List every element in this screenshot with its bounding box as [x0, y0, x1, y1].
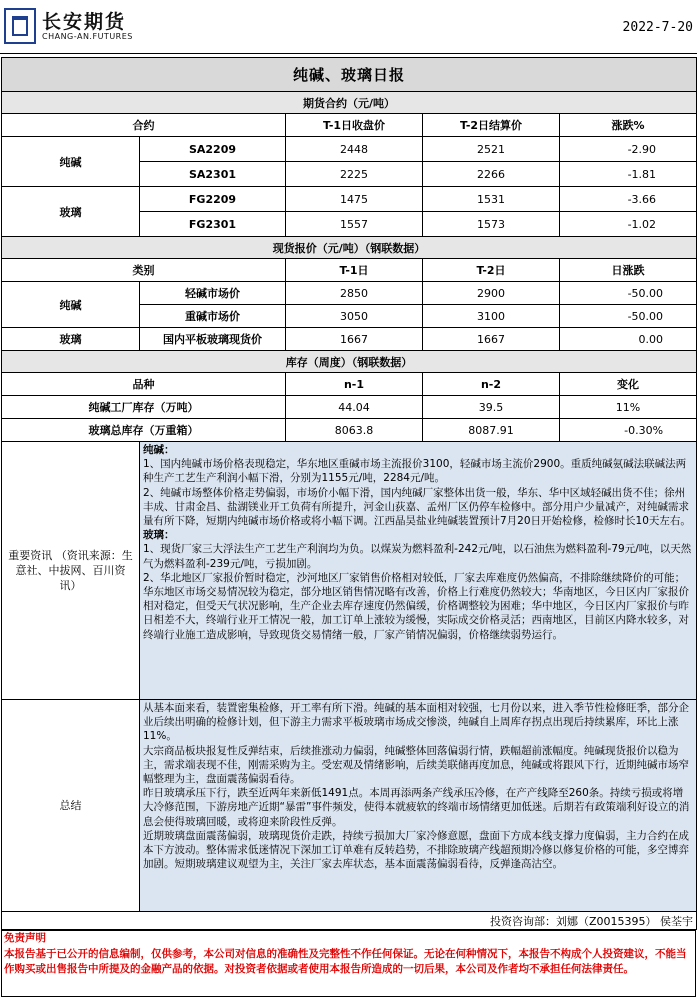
spot-section-title: 现货报价（元/吨）（钢联数据） — [2, 237, 697, 259]
inventory-section-title: 库存（周度）（钢联数据） — [2, 351, 697, 373]
settle-price: 1573 — [423, 212, 560, 237]
report-table — [1, 57, 697, 930]
disclaimer — [1, 930, 696, 997]
spot-change: 0.00 — [560, 328, 697, 351]
close-price: 2448 — [286, 137, 423, 162]
settle-price: 2521 — [423, 137, 560, 162]
summary-paragraph: 从基本面来看，装置密集检修，开工率有所下滑。纯碱的基本面相对较强，七月份以来，进入季节性检修旺季，部分企业后续出明确的检修计划，但下游主力需求平板玻璃市场成交惨淡，纯碱自上周库存拐点出现后持续累库，环比上涨11%。 — [143, 702, 689, 743]
report-body — [1, 57, 696, 930]
inventory-n2: 39.5 — [423, 396, 560, 419]
futures-group-soda: 纯碱 — [2, 137, 140, 187]
inventory-item: 玻璃总库存（万重箱） — [2, 419, 286, 442]
change-pct: -2.90 — [560, 137, 697, 162]
futures-header-change: 涨跌% — [560, 114, 697, 137]
spot-t1: 2850 — [286, 282, 423, 305]
news-glass-paragraph: 1、现货厂家三大浮法生产工艺生产利润均为负。以煤炭为燃料盈利-242元/吨，以石油焦为燃料盈利-79元/吨，以天然气为燃料盈利-239元/吨，亏损加剧。 — [143, 543, 692, 570]
summary-label: 总结 — [2, 700, 140, 912]
contract-name: FG2209 — [140, 187, 286, 212]
company-logo-icon — [4, 8, 36, 44]
inventory-header-n2: n-2 — [423, 373, 560, 396]
futures-section-title: 期货合约（元/吨） — [2, 92, 697, 114]
inventory-change: -0.30% — [560, 419, 697, 442]
spot-item: 国内平板玻璃现货价 — [140, 328, 286, 351]
news-soda-paragraph: 2、纯碱市场整体价格走势偏弱，市场价小幅下滑，国内纯碱厂家整体出货一般，华东、华中区域轻碱出货不佳；徐州丰成、甘肃金昌、盐湖镁业开工负荷有所提升，河金山荻嘉、孟州厂区仍停车检修中。部分用户少量减产，对纯碱需求量有所下降，短期内纯碱市场价格或将小幅下调。江西晶昊盐业纯碱装置预计7月20日开始检修，检修时长10天左右。 — [143, 486, 691, 528]
news-glass-paragraph: 2、华北地区厂家报价暂时稳定，沙河地区厂家销售价格相对较低，厂家去库难度仍然偏高，不排除继续降价的可能；华东地区市场交易情况较为稳定，部分地区销售情况略有改善，价格上行难度仍然较大；华南地区，今日区内厂家报价相对稳定，但受天气状况影响，生产企业去库存速度仍然偏缓，价格调整较为困难；华中地区，今日区内厂家报价与昨日相差不大，终端行业开工情况一般，加工订单上涨较为缓慢，实际成交价格灵活；西南地区，目前区内降水较多，对终端行业施工造成影响，导致现货交易情绪一般，厂家产销情况偏弱，价格继续弱势运行。 — [143, 571, 689, 641]
contract-name: SA2209 — [140, 137, 286, 162]
summary-paragraph: 近期玻璃盘面震荡偏弱，玻璃现货价走跌，持续亏损加大厂家冷修意愿，盘面下方成本线支撑力度偏弱，主力合约在成本下方波动。整体需求低迷情况下深加工订单难有反转趋势，不排除玻璃产线超预期冷修以修复价格的可能，多空博弈加剧。短期玻璃建议观望为主，关注厂家去库状态，基本面震荡偏弱看待，反弹逢高沽空。 — [143, 829, 689, 871]
spot-t2: 1667 — [423, 328, 560, 351]
inventory-n2: 8087.91 — [423, 419, 560, 442]
news-content — [140, 442, 697, 700]
settle-price: 1531 — [423, 187, 560, 212]
report-title: 纯碱、玻璃日报 — [2, 58, 697, 92]
report-header — [0, 0, 697, 54]
close-price: 1475 — [286, 187, 423, 212]
futures-header-close: T-1日收盘价 — [286, 114, 423, 137]
spot-header-t2: T-2日 — [423, 259, 560, 282]
spot-item: 轻碱市场价 — [140, 282, 286, 305]
spot-t1: 3050 — [286, 305, 423, 328]
news-label: 重要资讯 （资讯来源：生意社、中拔网、百川资讯） — [2, 442, 140, 700]
close-price: 1557 — [286, 212, 423, 237]
futures-header-settle: T-2日结算价 — [423, 114, 560, 137]
change-pct: -3.66 — [560, 187, 697, 212]
news-soda-title: 纯碱： — [143, 444, 175, 456]
contract-name: FG2301 — [140, 212, 286, 237]
report-date: 2022-7-20 — [622, 20, 693, 35]
close-price: 2225 — [286, 162, 423, 187]
futures-header-contract: 合约 — [2, 114, 286, 137]
inventory-item: 纯碱工厂库存（万吨） — [2, 396, 286, 419]
spot-t1: 1667 — [286, 328, 423, 351]
inventory-header-change: 变化 — [560, 373, 697, 396]
spot-change: -50.00 — [560, 282, 697, 305]
spot-t2: 3100 — [423, 305, 560, 328]
summary-content — [140, 700, 697, 912]
company-name-en: CHANG-AN.FUTURES — [42, 32, 133, 41]
inventory-n1: 44.04 — [286, 396, 423, 419]
news-glass-title: 玻璃： — [143, 529, 175, 542]
summary-paragraph: 大宗商品板块报复性反弹结束，后续推涨动力偏弱，纯碱整体回落偏弱行情，跌幅超前涨幅度。纯碱现货报价以稳为主，需求端表现不佳，刚需采购为主。受宏观及情绪影响，后续美联储再度加息，纯碱或将跟风下行，近期纯碱市场窄幅整理为主，盘面震荡偏弱看待。 — [143, 744, 689, 786]
disclaimer-text: 本报告基于已公开的信息编制，仅供参考，本公司对信息的准确性及完整性不作任何保证。无论在何种情况下，本报告不构成个人投资建议，不能当作购买或出售报告中所提及的金融产品的依据。对投资者依据或者使用本报告所造成的一切后果，本公司及作者均不承担任何法律责任。 — [4, 947, 687, 975]
inventory-header-item: 品种 — [2, 373, 286, 396]
change-pct: -1.81 — [560, 162, 697, 187]
spot-item: 重碱市场价 — [140, 305, 286, 328]
news-soda-paragraph: 1、国内纯碱市场价格表现稳定，华东地区重碱市场主流报价3100，轻碱市场主流价2900。重质纯碱氨碱法联碱法两种生产工艺生产利润小幅下滑，分别为1155元/吨，2284元/吨。 — [143, 458, 687, 485]
inventory-header-n1: n-1 — [286, 373, 423, 396]
analyst-credit: 投资咨询部：刘娜（Z0015395） 侯荃宇 — [2, 912, 697, 930]
spot-header-change: 日涨跌 — [560, 259, 697, 282]
disclaimer-title: 免责声明 — [4, 932, 46, 944]
spot-header-category: 类别 — [2, 259, 286, 282]
spot-t2: 2900 — [423, 282, 560, 305]
inventory-n1: 8063.8 — [286, 419, 423, 442]
spot-header-t1: T-1日 — [286, 259, 423, 282]
settle-price: 2266 — [423, 162, 560, 187]
spot-change: -50.00 — [560, 305, 697, 328]
company-name-cn: 长安期货 — [42, 11, 127, 33]
change-pct: -1.02 — [560, 212, 697, 237]
contract-name: SA2301 — [140, 162, 286, 187]
spot-group-glass: 玻璃 — [2, 328, 140, 351]
inventory-change: 11% — [560, 396, 697, 419]
futures-group-glass: 玻璃 — [2, 187, 140, 237]
summary-paragraph: 昨日玻璃承压下行，跌至近两年来新低1491点。本周再添两条产线承压冷修，在产产线降至260条。持续亏损或将增大冷修范围，下游房地产近期“暴雷”事件频发，使得本就疲软的终端市场情绪更加低迷。后期若有政策端利好设立的消息会使得玻璃回暖，或将迎来阶段性反弹。 — [143, 787, 690, 828]
spot-group-soda: 纯碱 — [2, 282, 140, 328]
